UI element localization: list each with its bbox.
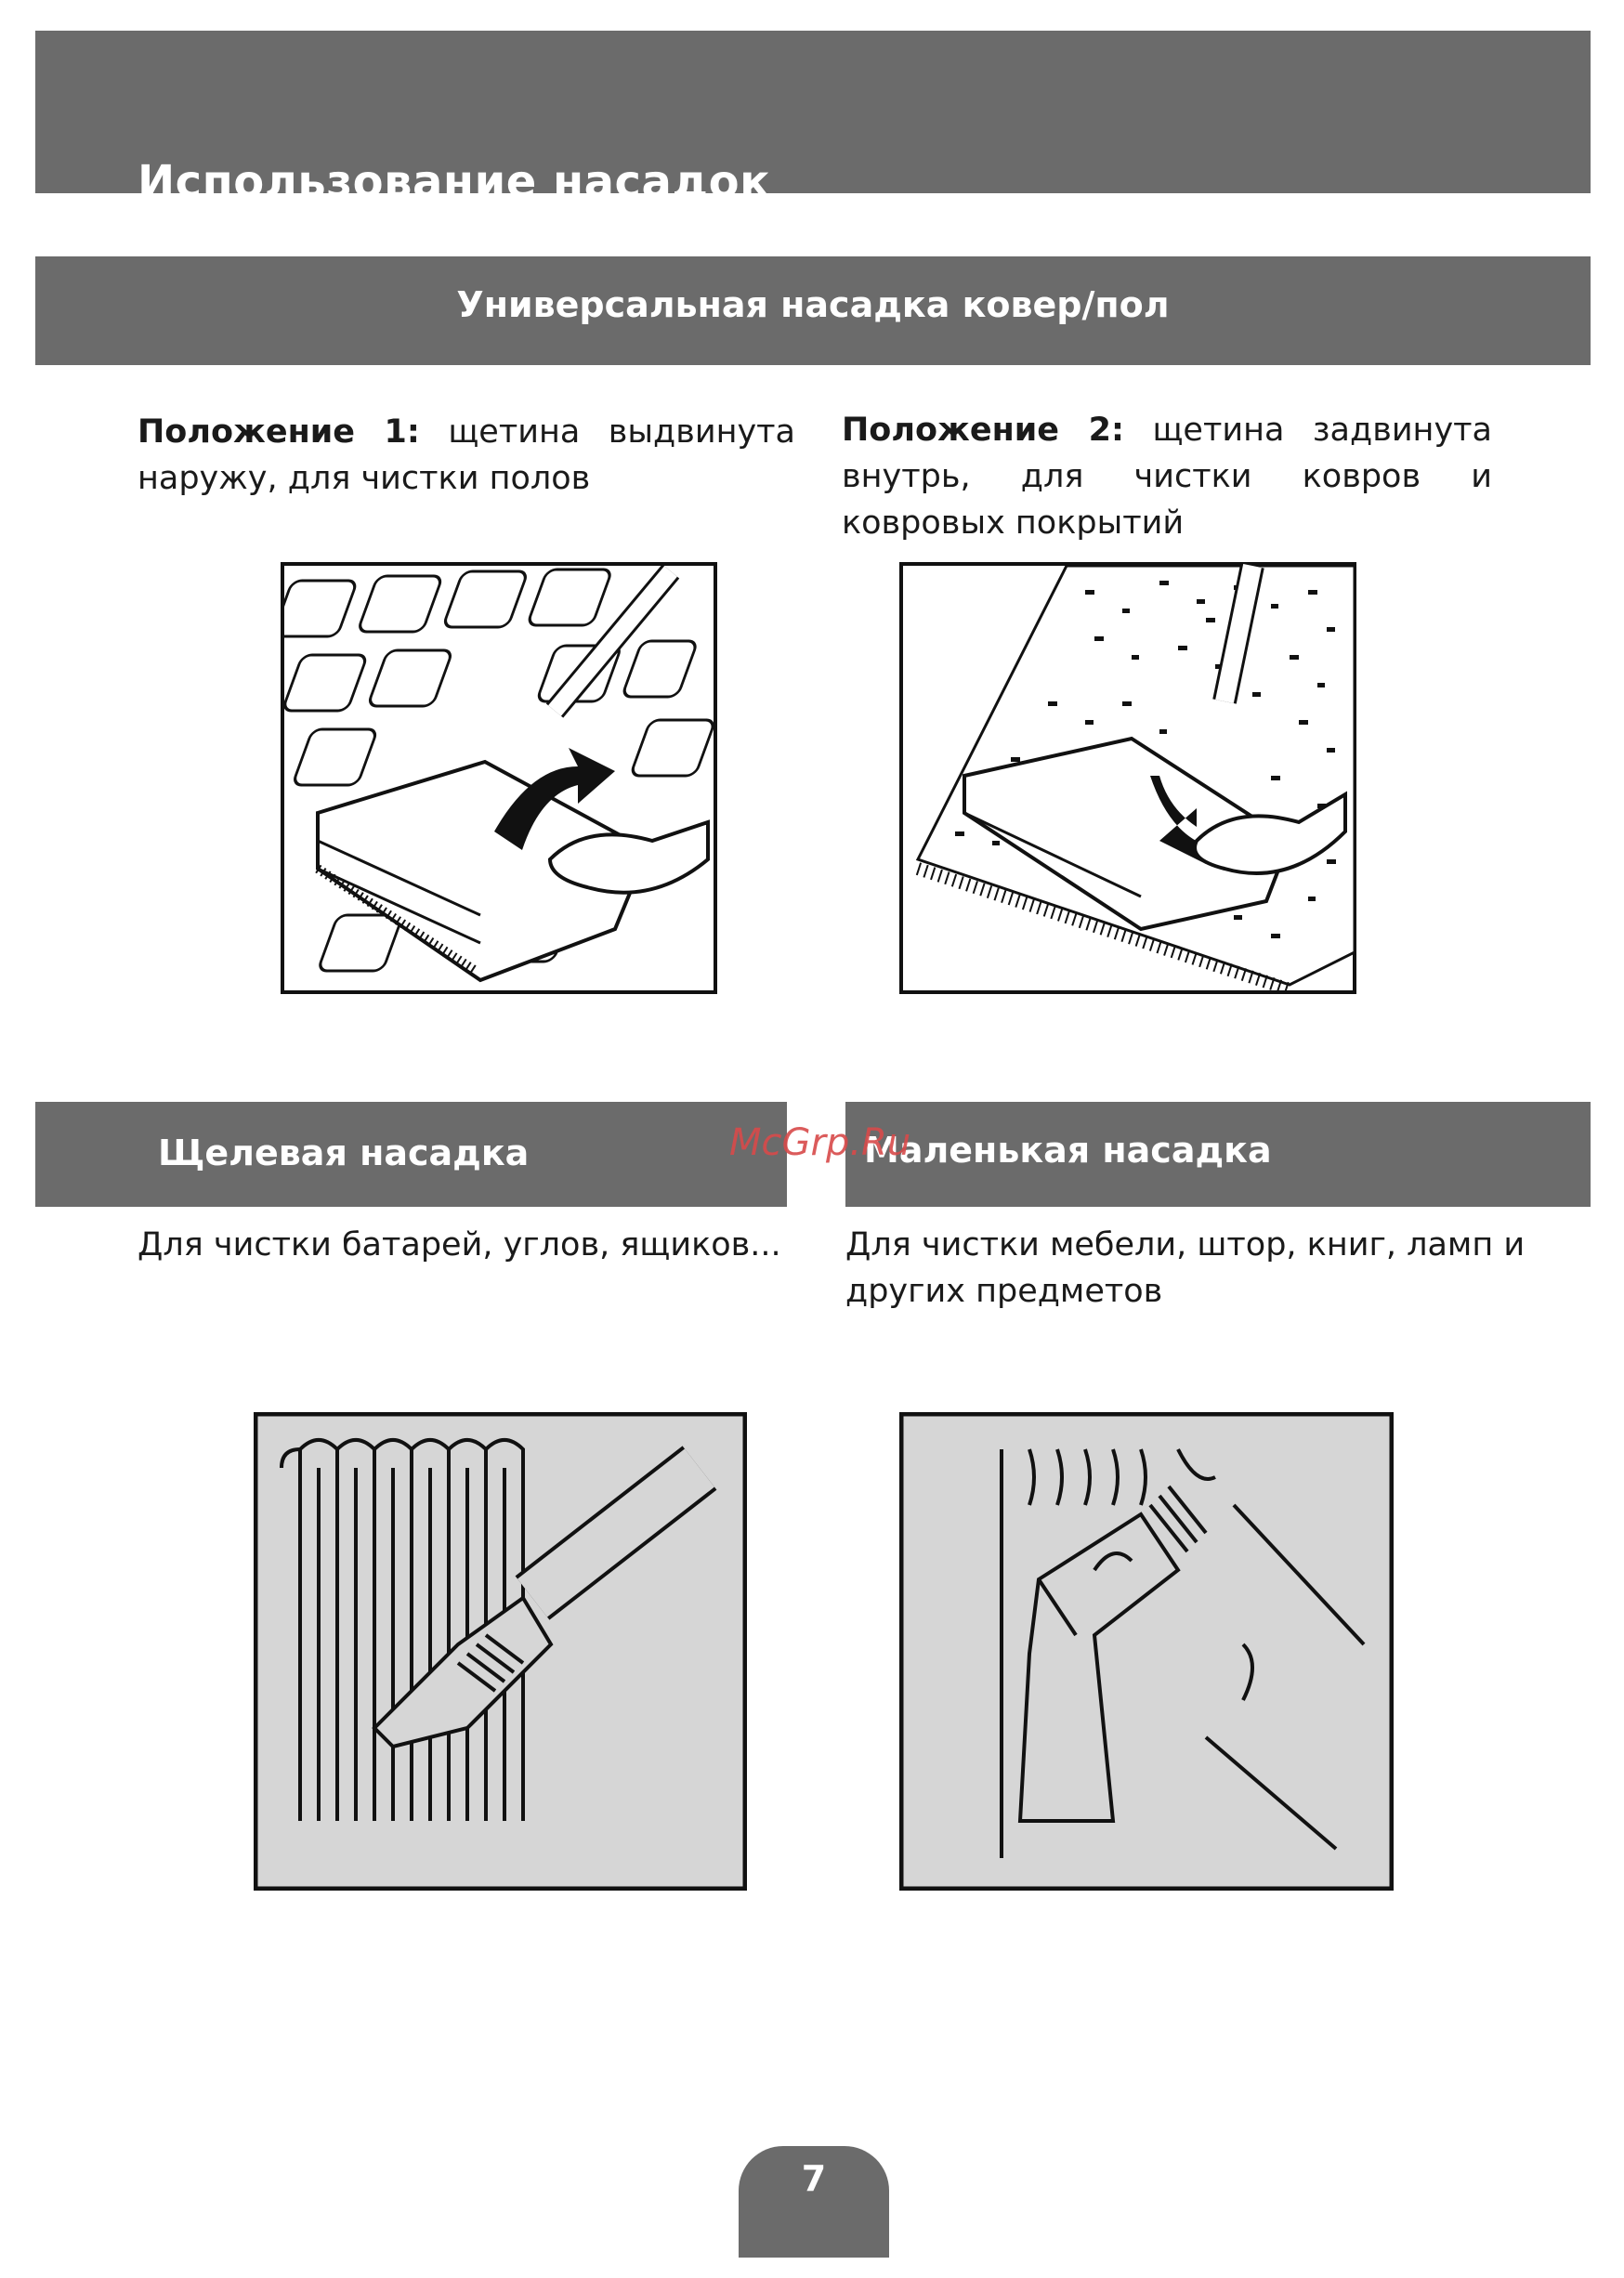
- section-header-universal: [35, 256, 1591, 365]
- page-number: 7: [739, 2146, 889, 2258]
- illustration-radiator-crevice: [254, 1412, 747, 1891]
- position-1-description: [138, 409, 795, 502]
- crevice-description: Для чистки батарей, углов, ящиков...: [138, 1226, 781, 1263]
- position-2-label: Положение 2:: [842, 412, 1124, 449]
- watermark: McGrp.Ru: [729, 1121, 911, 1164]
- illustration-floor-position-1: [281, 562, 717, 994]
- illustration-carpet-position-2: [899, 562, 1356, 994]
- position-1-text: щетина выдвинута наружу, для чистки полов: [138, 413, 795, 497]
- section-title-crevice: Щелевая насадка: [158, 1132, 530, 1173]
- page-title-bar: [35, 31, 1591, 208]
- section-title-small: Маленькая насадка: [864, 1130, 1272, 1171]
- illustration-curtain-small-nozzle: [899, 1412, 1394, 1891]
- section-title-universal: Универсальная насадка ковер/пол: [456, 284, 1170, 325]
- position-2-description: [842, 407, 1492, 546]
- position-2-text: щетина задвинута внутрь, для чистки ковров и ковровых покрытий: [842, 412, 1492, 542]
- small-description: Для чистки мебели, штор, книг, ламп и других предметов: [845, 1226, 1526, 1310]
- section-header-crevice: [35, 1102, 787, 1207]
- position-1-label: Положение 1:: [138, 413, 420, 451]
- page-title: Использование насадок: [138, 156, 771, 208]
- section-header-small: [845, 1102, 1591, 1207]
